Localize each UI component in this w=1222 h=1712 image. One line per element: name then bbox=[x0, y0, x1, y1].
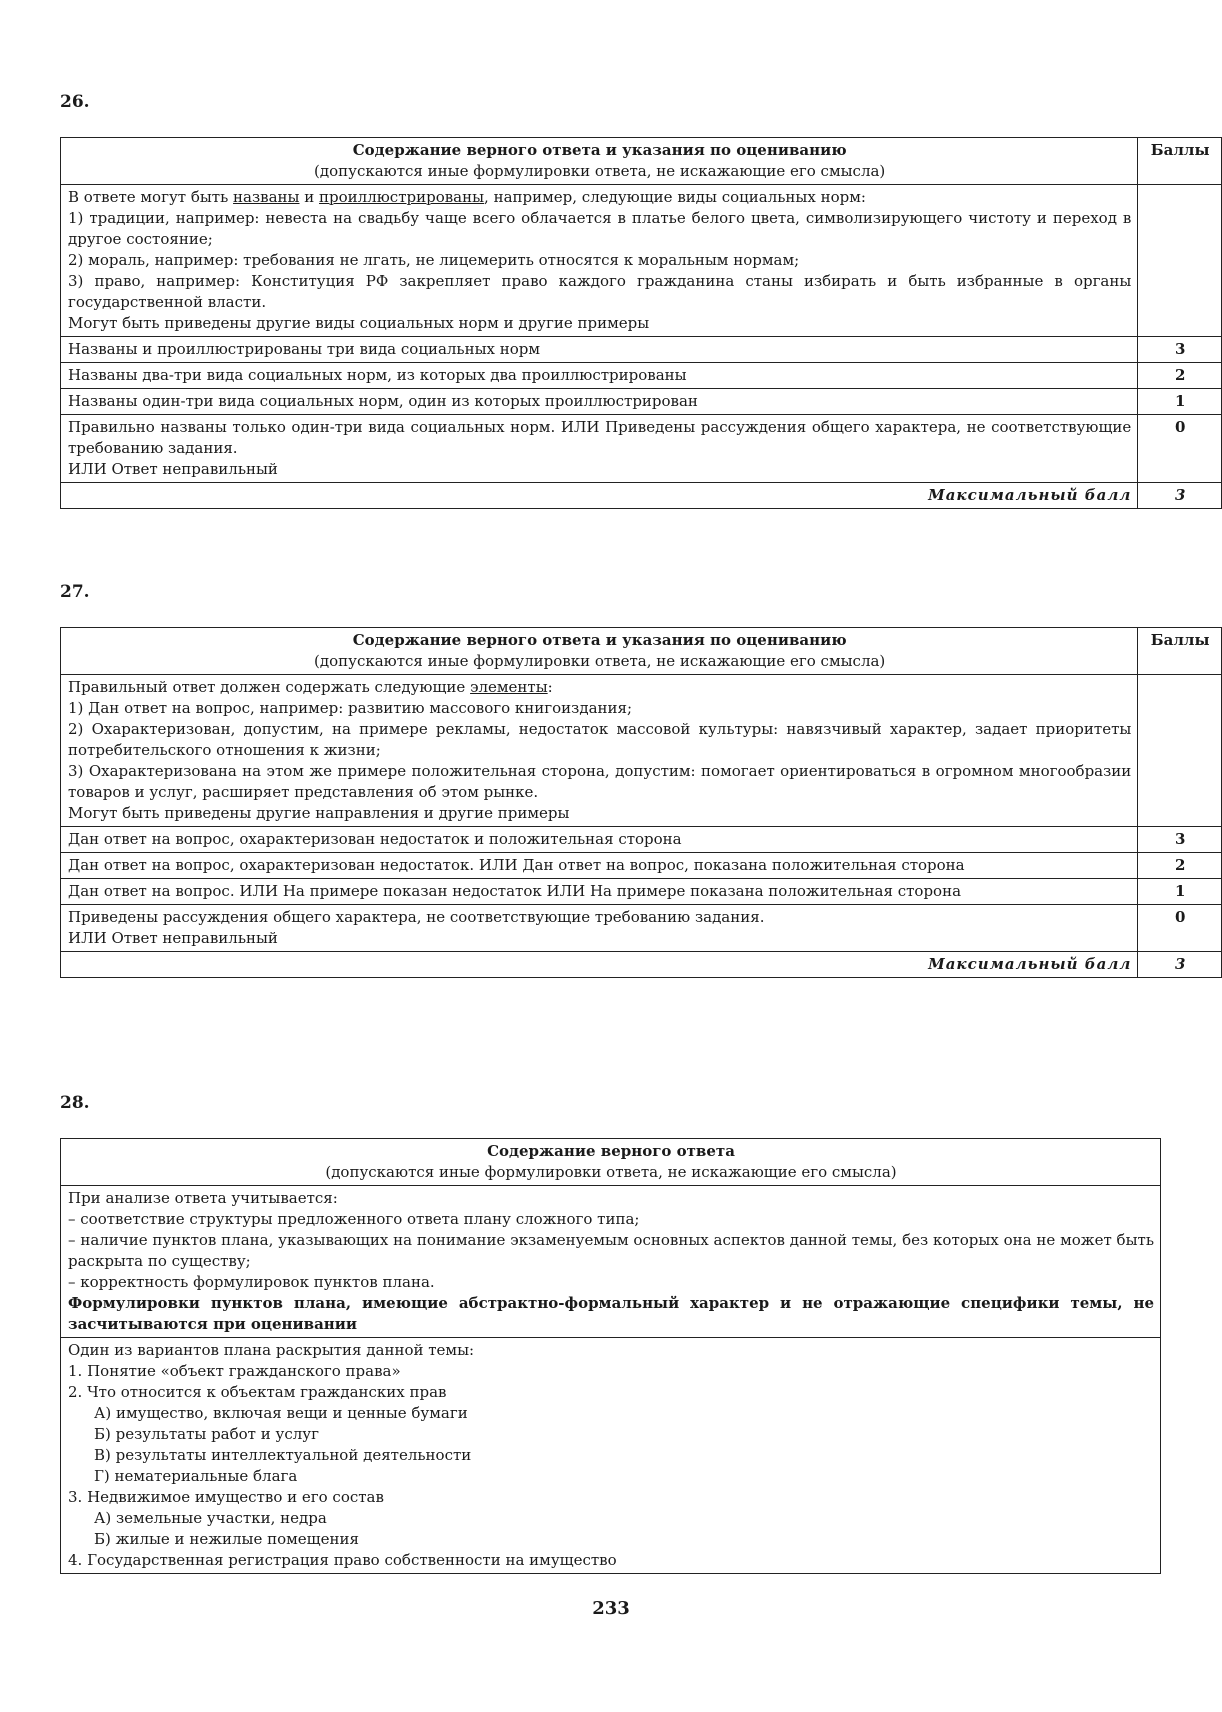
criteria-row bbox=[61, 389, 1222, 415]
analysis-line: – наличие пунктов плана, указывающих на понимание экзаменуемым основных аспектов данной темы, без которых она не может быть раскрыта по существу; bbox=[68, 1231, 1154, 1270]
content-row bbox=[61, 185, 1222, 337]
criteria-text: Приведены рассуждения общего характера, не соответствующие требованию задания. ИЛИ Ответ неправильный bbox=[61, 905, 1138, 952]
plan-item: 1. Понятие «объект гражданского права» bbox=[68, 1362, 401, 1380]
criteria-text: Названы один-три вида социальных норм, один из которых проиллюстрирован bbox=[61, 389, 1138, 415]
criteria-row bbox=[61, 415, 1222, 483]
plan-subitem: Г) нематериальные блага bbox=[94, 1467, 298, 1485]
question-number-27: 27. bbox=[60, 582, 90, 602]
content-line: 2) Охарактеризован, допустим, на примере рекламы, недостаток массовой культуры: навязчивый характер, задает приоритеты потребительского отношения к жизни; bbox=[68, 720, 1132, 759]
plan-intro: Один из вариантов плана раскрытия данной темы: bbox=[68, 1341, 475, 1359]
page-number: 233 bbox=[592, 1598, 630, 1619]
grading-table-28 bbox=[60, 1138, 1161, 1574]
header-cell bbox=[61, 1139, 1161, 1186]
content-line: 1) традиции, например: невеста на свадьбу чаще всего облачается в платье белого цвета, символизирующего чистоту и переход в другое состояние; bbox=[68, 209, 1132, 248]
table-header-row bbox=[61, 1139, 1161, 1186]
plan-subitem: Б) жилые и нежилые помещения bbox=[94, 1530, 359, 1548]
header-cell bbox=[61, 138, 1138, 185]
analysis-line: – корректность формулировок пунктов плана. bbox=[68, 1273, 435, 1291]
max-score-label: Максимальный балл bbox=[61, 952, 1138, 978]
plan-content bbox=[61, 1338, 1161, 1574]
criteria-points: 0 bbox=[1138, 905, 1222, 952]
header-subtitle: (допускаются иные формулировки ответа, не искажающие его смысла) bbox=[314, 652, 886, 670]
max-score-value: 3 bbox=[1138, 952, 1222, 978]
criteria-row bbox=[61, 879, 1222, 905]
header-title: Содержание верного ответа и указания по оцениванию bbox=[352, 631, 847, 649]
criteria-text: Дан ответ на вопрос, охарактеризован недостаток. ИЛИ Дан ответ на вопрос, показана положительная сторона bbox=[61, 853, 1138, 879]
header-title: Содержание верного ответа bbox=[487, 1142, 735, 1160]
criteria-text: Дан ответ на вопрос. ИЛИ На примере показан недостаток ИЛИ На примере показана положительная сторона bbox=[61, 879, 1138, 905]
max-score-row bbox=[61, 952, 1222, 978]
criteria-text: Правильно названы только один-три вида социальных норм. ИЛИ Приведены рассуждения общего характера, не соответствующие требованию задания. ИЛИ Ответ неправильный bbox=[61, 415, 1138, 483]
analysis-row bbox=[61, 1186, 1161, 1338]
plan-item: 2. Что относится к объектам гражданских прав bbox=[68, 1383, 447, 1401]
question-number-26: 26. bbox=[60, 92, 90, 112]
criteria-row bbox=[61, 905, 1222, 952]
criteria-row bbox=[61, 827, 1222, 853]
content-line: 3) Охарактеризована на этом же примере положительная сторона, допустим: помогает ориентироваться в огромном многообразии товаров и услуг, расширяет представления об этом рынке. bbox=[68, 762, 1132, 801]
table-header-row bbox=[61, 138, 1222, 185]
content-intro: В ответе могут быть названы и проиллюстрированы, например, следующие виды социальных норм: bbox=[68, 188, 866, 206]
content-intro: Правильный ответ должен содержать следующие элементы: bbox=[68, 678, 553, 696]
points-header: Баллы bbox=[1138, 628, 1222, 675]
max-score-label: Максимальный балл bbox=[61, 483, 1138, 509]
answer-content bbox=[61, 675, 1138, 827]
criteria-text: Названы и проиллюстрированы три вида социальных норм bbox=[61, 337, 1138, 363]
criteria-text: Дан ответ на вопрос, охарактеризован недостаток и положительная сторона bbox=[61, 827, 1138, 853]
plan-row bbox=[61, 1338, 1161, 1574]
content-line: 1) Дан ответ на вопрос, например: развитию массового книгоиздания; bbox=[68, 699, 633, 717]
criteria-points: 0 bbox=[1138, 415, 1222, 483]
grading-table-26 bbox=[60, 137, 1222, 509]
criteria-points: 3 bbox=[1138, 827, 1222, 853]
content-line: 2) мораль, например: требования не лгать, не лицемерить относятся к моральным нормам; bbox=[68, 251, 800, 269]
plan-subitem: А) земельные участки, недра bbox=[94, 1509, 327, 1527]
grading-table-27 bbox=[60, 627, 1222, 978]
question-number-28: 28. bbox=[60, 1093, 90, 1113]
plan-subitem: А) имущество, включая вещи и ценные бумаги bbox=[94, 1404, 468, 1422]
criteria-points: 1 bbox=[1138, 389, 1222, 415]
plan-item: 4. Государственная регистрация право собственности на имущество bbox=[68, 1551, 617, 1569]
criteria-text: Названы два-три вида социальных норм, из которых два проиллюстрированы bbox=[61, 363, 1138, 389]
header-cell bbox=[61, 628, 1138, 675]
content-line: 3) право, например: Конституция РФ закрепляет право каждого гражданина станы избирать и быть избранные в органы государственной власти. bbox=[68, 272, 1132, 311]
analysis-line: – соответствие структуры предложенного ответа плану сложного типа; bbox=[68, 1210, 640, 1228]
points-header: Баллы bbox=[1138, 138, 1222, 185]
criteria-points: 3 bbox=[1138, 337, 1222, 363]
max-score-row bbox=[61, 483, 1222, 509]
answer-content bbox=[61, 185, 1138, 337]
analysis-note: Формулировки пунктов плана, имеющие абстрактно-формальный характер и не отражающие специфики темы, не засчитываются при оценивании bbox=[68, 1294, 1154, 1333]
empty-points-cell bbox=[1138, 185, 1222, 337]
criteria-points: 1 bbox=[1138, 879, 1222, 905]
criteria-points: 2 bbox=[1138, 363, 1222, 389]
analysis-content bbox=[61, 1186, 1161, 1338]
header-title: Содержание верного ответа и указания по оцениванию bbox=[352, 141, 847, 159]
max-score-value: 3 bbox=[1138, 483, 1222, 509]
header-subtitle: (допускаются иные формулировки ответа, не искажающие его смысла) bbox=[314, 162, 886, 180]
plan-subitem: В) результаты интеллектуальной деятельности bbox=[94, 1446, 472, 1464]
criteria-row bbox=[61, 337, 1222, 363]
content-line: Могут быть приведены другие направления и другие примеры bbox=[68, 804, 570, 822]
criteria-points: 2 bbox=[1138, 853, 1222, 879]
plan-item: 3. Недвижимое имущество и его состав bbox=[68, 1488, 384, 1506]
plan-subitem: Б) результаты работ и услуг bbox=[94, 1425, 319, 1443]
content-line: Могут быть приведены другие виды социальных норм и другие примеры bbox=[68, 314, 650, 332]
criteria-row bbox=[61, 853, 1222, 879]
empty-points-cell bbox=[1138, 675, 1222, 827]
content-row bbox=[61, 675, 1222, 827]
analysis-line: При анализе ответа учитывается: bbox=[68, 1189, 338, 1207]
header-subtitle: (допускаются иные формулировки ответа, не искажающие его смысла) bbox=[325, 1163, 897, 1181]
criteria-row bbox=[61, 363, 1222, 389]
table-header-row bbox=[61, 628, 1222, 675]
